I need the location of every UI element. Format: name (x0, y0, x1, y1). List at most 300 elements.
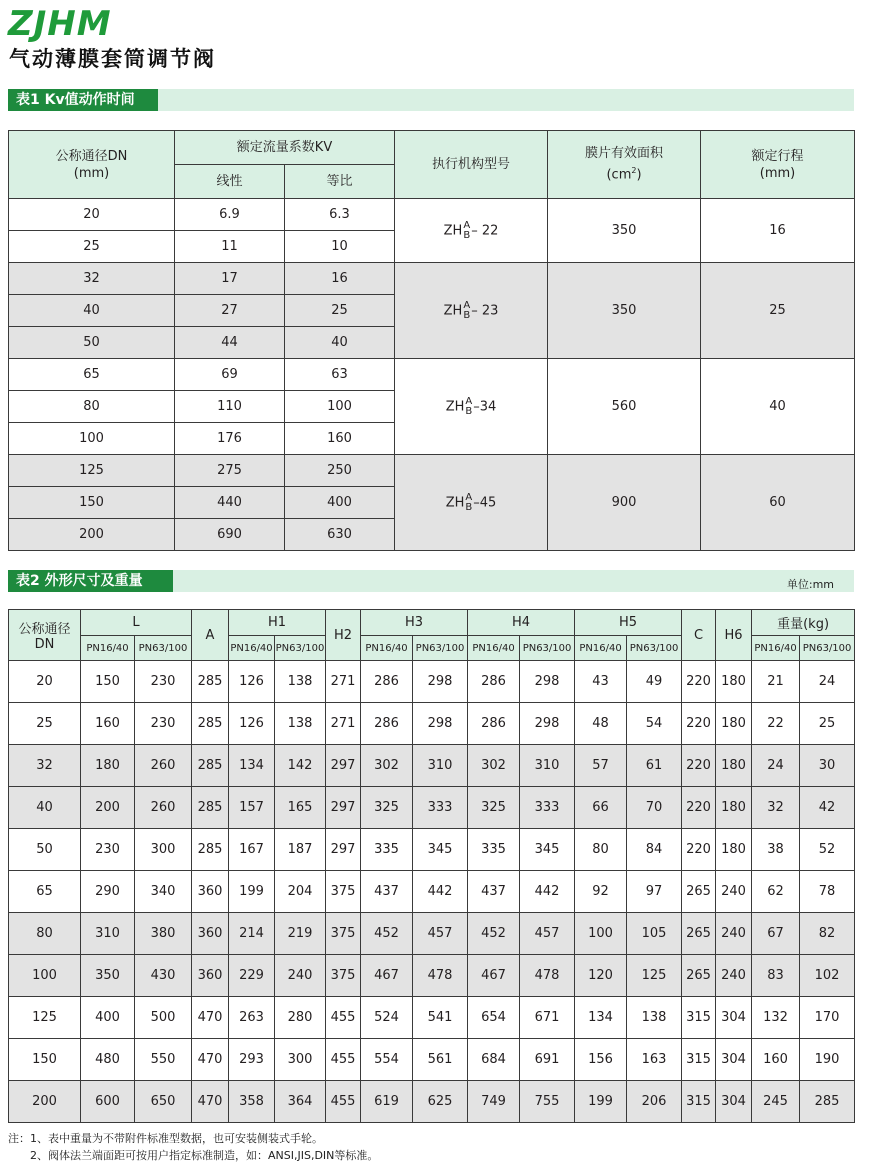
h2-A: A (192, 610, 229, 661)
dim-cell-H4b: 457 (520, 913, 575, 955)
dim-cell-L2: 650 (135, 1081, 192, 1123)
dim-cell-H4b: 671 (520, 997, 575, 1039)
header-area-unit (548, 162, 700, 183)
kv-cell-linear: 27 (175, 295, 285, 327)
dim-cell-W1: 245 (752, 1081, 800, 1123)
area-unit-text: (cm (606, 167, 632, 183)
dim-cell-H3b: 478 (413, 955, 468, 997)
dim-cell-dn: 32 (9, 745, 81, 787)
dim-cell-H3b: 561 (413, 1039, 468, 1081)
kv-cell-linear: 11 (175, 231, 285, 263)
dim-cell-H1a: 134 (229, 745, 275, 787)
dimension-row (9, 913, 855, 955)
dim-cell-H4b: 755 (520, 1081, 575, 1123)
dim-cell-L1: 290 (81, 871, 135, 913)
dim-cell-H4b: 310 (520, 745, 575, 787)
dim-cell-L2: 230 (135, 661, 192, 703)
header-stroke-unit: (mm) (759, 165, 796, 181)
dim-cell-H5b: 138 (627, 997, 682, 1039)
dim-cell-H1a: 214 (229, 913, 275, 955)
kv-cell-linear: 44 (175, 327, 285, 359)
dim-cell-W2: 30 (800, 745, 855, 787)
kv-cell-dn: 20 (9, 199, 175, 231)
dim-cell-H5a: 156 (575, 1039, 627, 1081)
dim-cell-C: 315 (682, 997, 716, 1039)
dim-cell-H1b: 280 (275, 997, 326, 1039)
dim-cell-H4a: 654 (468, 997, 520, 1039)
dim-cell-H4a: 467 (468, 955, 520, 997)
dim-cell-H3b: 298 (413, 661, 468, 703)
actuator-ab (465, 397, 472, 417)
actuator-b: B (463, 229, 471, 241)
dim-cell-L1: 310 (81, 913, 135, 955)
dim-cell-H6: 240 (716, 913, 752, 955)
kv-cell-actuator (395, 199, 548, 263)
dim-cell-W2: 170 (800, 997, 855, 1039)
dim-cell-L2: 260 (135, 745, 192, 787)
kv-cell-equal: 25 (285, 295, 395, 327)
dimension-table (8, 609, 855, 1123)
kv-cell-dn: 32 (9, 263, 175, 295)
note-line-1: 注：1、表中重量为不带附件标准型数据，也可安装侧装式手轮。 (8, 1132, 323, 1145)
h2-L-pn16: PN16/40 (81, 636, 135, 661)
dim-cell-A: 470 (192, 1039, 229, 1081)
kv-cell-dn: 150 (9, 487, 175, 519)
header-area (548, 131, 701, 199)
dim-cell-H6: 304 (716, 997, 752, 1039)
kv-cell-dn: 125 (9, 455, 175, 487)
h2-H1-pn16: PN16/40 (229, 636, 275, 661)
dim-cell-C: 220 (682, 745, 716, 787)
dim-cell-H3b: 457 (413, 913, 468, 955)
dim-cell-H5a: 80 (575, 829, 627, 871)
actuator-suffix: –45 (473, 495, 497, 510)
dim-cell-H6: 180 (716, 787, 752, 829)
dim-cell-H5a: 134 (575, 997, 627, 1039)
kv-cell-equal: 630 (285, 519, 395, 551)
brand-logo: ZJHM (8, 4, 112, 44)
dim-cell-H5a: 43 (575, 661, 627, 703)
dimension-row (9, 1039, 855, 1081)
dim-cell-H4a: 325 (468, 787, 520, 829)
h2-H5: H5 (575, 610, 682, 636)
dim-cell-H3a: 286 (361, 661, 413, 703)
header-kv: 额定流量系数KV (175, 131, 395, 165)
dim-cell-H3b: 442 (413, 871, 468, 913)
dim-cell-L1: 180 (81, 745, 135, 787)
h2-H1: H1 (229, 610, 326, 636)
h2-H5-pn16: PN16/40 (575, 636, 627, 661)
dim-cell-W1: 62 (752, 871, 800, 913)
dim-cell-A: 285 (192, 745, 229, 787)
dim-cell-L2: 300 (135, 829, 192, 871)
dim-cell-W2: 78 (800, 871, 855, 913)
dim-cell-H3a: 554 (361, 1039, 413, 1081)
dim-cell-H2: 455 (326, 1039, 361, 1081)
kv-cell-dn: 65 (9, 359, 175, 391)
kv-cell-equal: 160 (285, 423, 395, 455)
dim-cell-H3b: 310 (413, 745, 468, 787)
dim-cell-L2: 230 (135, 703, 192, 745)
dim-cell-A: 360 (192, 871, 229, 913)
dim-cell-W1: 38 (752, 829, 800, 871)
dim-cell-C: 220 (682, 661, 716, 703)
h2-dn-line2: DN (34, 637, 55, 652)
dim-cell-H2: 375 (326, 871, 361, 913)
kv-cell-equal: 6.3 (285, 199, 395, 231)
dim-cell-H3a: 437 (361, 871, 413, 913)
kv-cell-area: 560 (548, 359, 701, 455)
dim-cell-L2: 340 (135, 871, 192, 913)
dim-cell-H4a: 335 (468, 829, 520, 871)
dim-cell-C: 265 (682, 913, 716, 955)
h2-H6: H6 (716, 610, 752, 661)
dim-cell-W1: 22 (752, 703, 800, 745)
dim-cell-H3a: 467 (361, 955, 413, 997)
dim-cell-C: 315 (682, 1081, 716, 1123)
unit-note: 单位:mm (786, 578, 834, 591)
dim-cell-H3a: 335 (361, 829, 413, 871)
dim-cell-H5a: 66 (575, 787, 627, 829)
dim-cell-H1b: 364 (275, 1081, 326, 1123)
dim-cell-H6: 304 (716, 1081, 752, 1123)
dim-cell-L2: 430 (135, 955, 192, 997)
h2-H2: H2 (326, 610, 361, 661)
kv-cell-area: 350 (548, 263, 701, 359)
kv-cell-linear: 690 (175, 519, 285, 551)
dim-cell-H3b: 541 (413, 997, 468, 1039)
kv-cell-area: 350 (548, 199, 701, 263)
dim-cell-H1a: 229 (229, 955, 275, 997)
actuator-ab (463, 221, 470, 241)
dim-cell-A: 360 (192, 913, 229, 955)
dim-cell-L2: 550 (135, 1039, 192, 1081)
dim-cell-W1: 24 (752, 745, 800, 787)
kv-cell-linear: 69 (175, 359, 285, 391)
dim-cell-L1: 480 (81, 1039, 135, 1081)
dim-cell-H3b: 625 (413, 1081, 468, 1123)
h2-H1-pn63: PN63/100 (275, 636, 326, 661)
kv-cell-dn: 50 (9, 327, 175, 359)
kv-cell-equal: 400 (285, 487, 395, 519)
actuator-a: A (465, 491, 473, 503)
actuator-a: A (463, 299, 471, 311)
dim-cell-A: 285 (192, 787, 229, 829)
dim-cell-H1b: 300 (275, 1039, 326, 1081)
dim-cell-L1: 230 (81, 829, 135, 871)
dim-cell-C: 220 (682, 829, 716, 871)
dim-cell-H2: 297 (326, 829, 361, 871)
header-equal: 等比 (285, 165, 395, 199)
dim-cell-H6: 180 (716, 829, 752, 871)
dim-cell-W2: 190 (800, 1039, 855, 1081)
actuator-suffix: – 22 (471, 223, 499, 238)
dim-cell-L1: 200 (81, 787, 135, 829)
h2-L-pn63: PN63/100 (135, 636, 192, 661)
h2-weight: 重量(kg) (752, 610, 855, 636)
h2-W-pn16: PN16/40 (752, 636, 800, 661)
dim-cell-H4b: 298 (520, 703, 575, 745)
dim-cell-H5a: 120 (575, 955, 627, 997)
kv-cell-area: 900 (548, 455, 701, 551)
dim-cell-H5a: 100 (575, 913, 627, 955)
kv-cell-dn: 200 (9, 519, 175, 551)
dim-cell-H6: 240 (716, 955, 752, 997)
dim-cell-L1: 150 (81, 661, 135, 703)
dim-cell-H1b: 142 (275, 745, 326, 787)
dim-cell-H3a: 524 (361, 997, 413, 1039)
dim-cell-H2: 375 (326, 913, 361, 955)
dim-cell-H5a: 48 (575, 703, 627, 745)
dim-cell-H5b: 54 (627, 703, 682, 745)
dim-cell-L1: 400 (81, 997, 135, 1039)
kv-cell-equal: 10 (285, 231, 395, 263)
dim-cell-H3a: 286 (361, 703, 413, 745)
dim-cell-W2: 25 (800, 703, 855, 745)
actuator-b: B (463, 309, 471, 321)
kv-cell-dn: 25 (9, 231, 175, 263)
dim-cell-H1a: 126 (229, 661, 275, 703)
dim-cell-L1: 160 (81, 703, 135, 745)
dim-cell-H5b: 84 (627, 829, 682, 871)
dimension-row (9, 955, 855, 997)
kv-cell-stroke: 16 (701, 199, 855, 263)
dim-cell-L2: 500 (135, 997, 192, 1039)
dim-cell-H5b: 70 (627, 787, 682, 829)
dim-cell-H5b: 163 (627, 1039, 682, 1081)
dim-cell-C: 220 (682, 787, 716, 829)
dim-cell-H5b: 97 (627, 871, 682, 913)
dim-cell-W2: 42 (800, 787, 855, 829)
dim-cell-A: 285 (192, 661, 229, 703)
dimension-row (9, 787, 855, 829)
dim-cell-dn: 200 (9, 1081, 81, 1123)
dim-cell-A: 470 (192, 997, 229, 1039)
dim-cell-dn: 25 (9, 703, 81, 745)
dim-cell-dn: 80 (9, 913, 81, 955)
kv-cell-equal: 250 (285, 455, 395, 487)
dim-cell-W1: 160 (752, 1039, 800, 1081)
dim-cell-H4a: 286 (468, 661, 520, 703)
dim-cell-H2: 297 (326, 745, 361, 787)
dim-cell-W1: 21 (752, 661, 800, 703)
dimension-row (9, 703, 855, 745)
dim-cell-H4a: 302 (468, 745, 520, 787)
dim-cell-A: 285 (192, 829, 229, 871)
dim-cell-H4b: 691 (520, 1039, 575, 1081)
section1-title: 表1 Kv值动作时间 (8, 89, 158, 111)
h2-W-pn63: PN63/100 (800, 636, 855, 661)
dim-cell-W2: 102 (800, 955, 855, 997)
area-unit-sup: 2 (631, 166, 637, 176)
header-stroke (701, 131, 855, 199)
dim-cell-H3a: 302 (361, 745, 413, 787)
dimension-row (9, 661, 855, 703)
kv-cell-equal: 40 (285, 327, 395, 359)
dim-cell-H3b: 298 (413, 703, 468, 745)
dim-cell-A: 470 (192, 1081, 229, 1123)
actuator-b: B (465, 405, 473, 417)
dim-cell-H1b: 240 (275, 955, 326, 997)
dim-cell-H3b: 333 (413, 787, 468, 829)
dim-cell-H6: 180 (716, 661, 752, 703)
h2-H4-pn63: PN63/100 (520, 636, 575, 661)
actuator-b: B (465, 501, 473, 513)
dim-cell-L2: 380 (135, 913, 192, 955)
kv-cell-stroke: 25 (701, 263, 855, 359)
dim-cell-H1b: 138 (275, 661, 326, 703)
dim-cell-H1a: 199 (229, 871, 275, 913)
dim-cell-W2: 24 (800, 661, 855, 703)
dim-cell-H4a: 437 (468, 871, 520, 913)
dim-cell-H2: 297 (326, 787, 361, 829)
dimension-row (9, 829, 855, 871)
kv-cell-stroke: 60 (701, 455, 855, 551)
dim-cell-L1: 350 (81, 955, 135, 997)
dim-cell-W1: 32 (752, 787, 800, 829)
dim-cell-dn: 125 (9, 997, 81, 1039)
header-area-label: 膜片有效面积 (585, 146, 664, 162)
h2-dn (9, 610, 81, 661)
dim-cell-W1: 67 (752, 913, 800, 955)
h2-L: L (81, 610, 192, 636)
dim-cell-W1: 132 (752, 997, 800, 1039)
dim-cell-H1a: 157 (229, 787, 275, 829)
dim-cell-H2: 455 (326, 997, 361, 1039)
dim-cell-W2: 52 (800, 829, 855, 871)
dimension-row (9, 997, 855, 1039)
h2-H4-pn16: PN16/40 (468, 636, 520, 661)
dim-cell-C: 315 (682, 1039, 716, 1081)
dim-cell-H1a: 263 (229, 997, 275, 1039)
dim-cell-H1a: 126 (229, 703, 275, 745)
actuator-ab (465, 493, 472, 513)
dim-cell-H4b: 298 (520, 661, 575, 703)
dim-cell-L1: 600 (81, 1081, 135, 1123)
dim-cell-H1b: 165 (275, 787, 326, 829)
note-line-2: 2、阀体法兰端面距可按用户指定标准制造，如：ANSI,JIS,DIN等标准。 (30, 1149, 379, 1162)
dim-cell-dn: 100 (9, 955, 81, 997)
dim-cell-W2: 82 (800, 913, 855, 955)
dim-cell-W1: 83 (752, 955, 800, 997)
actuator-prefix: ZH (445, 399, 465, 414)
kv-cell-linear: 176 (175, 423, 285, 455)
kv-row (9, 199, 855, 231)
actuator-prefix: ZH (443, 223, 463, 238)
actuator-prefix: ZH (445, 495, 465, 510)
dim-cell-H4b: 442 (520, 871, 575, 913)
kv-cell-linear: 6.9 (175, 199, 285, 231)
dim-cell-H4a: 286 (468, 703, 520, 745)
dim-cell-H4a: 749 (468, 1081, 520, 1123)
kv-cell-equal: 16 (285, 263, 395, 295)
h2-H3-pn16: PN16/40 (361, 636, 413, 661)
h2-H3-pn63: PN63/100 (413, 636, 468, 661)
kv-cell-stroke: 40 (701, 359, 855, 455)
header-dn (9, 131, 175, 199)
dim-cell-H6: 180 (716, 745, 752, 787)
dim-cell-H4a: 452 (468, 913, 520, 955)
kv-table (8, 130, 855, 551)
dim-cell-H5b: 105 (627, 913, 682, 955)
dim-cell-H1a: 293 (229, 1039, 275, 1081)
kv-cell-linear: 275 (175, 455, 285, 487)
dim-cell-H2: 375 (326, 955, 361, 997)
kv-cell-dn: 80 (9, 391, 175, 423)
dim-cell-L2: 260 (135, 787, 192, 829)
dim-cell-C: 265 (682, 871, 716, 913)
actuator-a: A (463, 219, 471, 231)
dim-cell-H5b: 125 (627, 955, 682, 997)
dim-cell-H4a: 684 (468, 1039, 520, 1081)
header-dn-label: 公称通径DN (55, 148, 128, 164)
dim-cell-H2: 271 (326, 661, 361, 703)
kv-cell-linear: 440 (175, 487, 285, 519)
dimension-row (9, 871, 855, 913)
dim-cell-H2: 271 (326, 703, 361, 745)
dim-cell-H5b: 49 (627, 661, 682, 703)
dim-cell-H3a: 619 (361, 1081, 413, 1123)
dim-cell-H6: 240 (716, 871, 752, 913)
header-linear: 线性 (175, 165, 285, 199)
actuator-ab (463, 301, 470, 321)
dim-cell-H1b: 187 (275, 829, 326, 871)
dim-cell-W2: 285 (800, 1081, 855, 1123)
kv-cell-equal: 100 (285, 391, 395, 423)
dim-cell-H1b: 204 (275, 871, 326, 913)
dim-cell-C: 265 (682, 955, 716, 997)
dim-cell-H3a: 452 (361, 913, 413, 955)
h2-H4: H4 (468, 610, 575, 636)
kv-cell-actuator (395, 263, 548, 359)
header-dn-unit: (mm) (73, 165, 110, 181)
dim-cell-H6: 180 (716, 703, 752, 745)
kv-cell-equal: 63 (285, 359, 395, 391)
kv-row (9, 263, 855, 295)
dim-cell-H4b: 478 (520, 955, 575, 997)
dim-cell-H3a: 325 (361, 787, 413, 829)
product-title: 气动薄膜套筒调节阀 (9, 47, 216, 71)
dim-cell-H5b: 206 (627, 1081, 682, 1123)
dimension-row (9, 1081, 855, 1123)
dim-cell-A: 285 (192, 703, 229, 745)
actuator-a: A (465, 395, 473, 407)
kv-cell-linear: 17 (175, 263, 285, 295)
dim-cell-C: 220 (682, 703, 716, 745)
dim-cell-H5a: 92 (575, 871, 627, 913)
dim-cell-dn: 50 (9, 829, 81, 871)
dim-cell-dn: 20 (9, 661, 81, 703)
h2-dn-line1: 公称通径 (18, 622, 71, 637)
h2-H3: H3 (361, 610, 468, 636)
dimension-row (9, 745, 855, 787)
dim-cell-A: 360 (192, 955, 229, 997)
dim-cell-dn: 150 (9, 1039, 81, 1081)
dim-cell-H1b: 219 (275, 913, 326, 955)
kv-cell-dn: 40 (9, 295, 175, 327)
actuator-prefix: ZH (443, 303, 463, 318)
kv-cell-actuator (395, 455, 548, 551)
h2-H5-pn63: PN63/100 (627, 636, 682, 661)
dim-cell-H1a: 358 (229, 1081, 275, 1123)
header-actuator: 执行机构型号 (395, 131, 548, 199)
area-unit-close: ) (636, 167, 642, 183)
dim-cell-H1a: 167 (229, 829, 275, 871)
kv-cell-dn: 100 (9, 423, 175, 455)
dim-cell-H6: 304 (716, 1039, 752, 1081)
header-stroke-label: 额定行程 (751, 148, 804, 164)
kv-cell-linear: 110 (175, 391, 285, 423)
